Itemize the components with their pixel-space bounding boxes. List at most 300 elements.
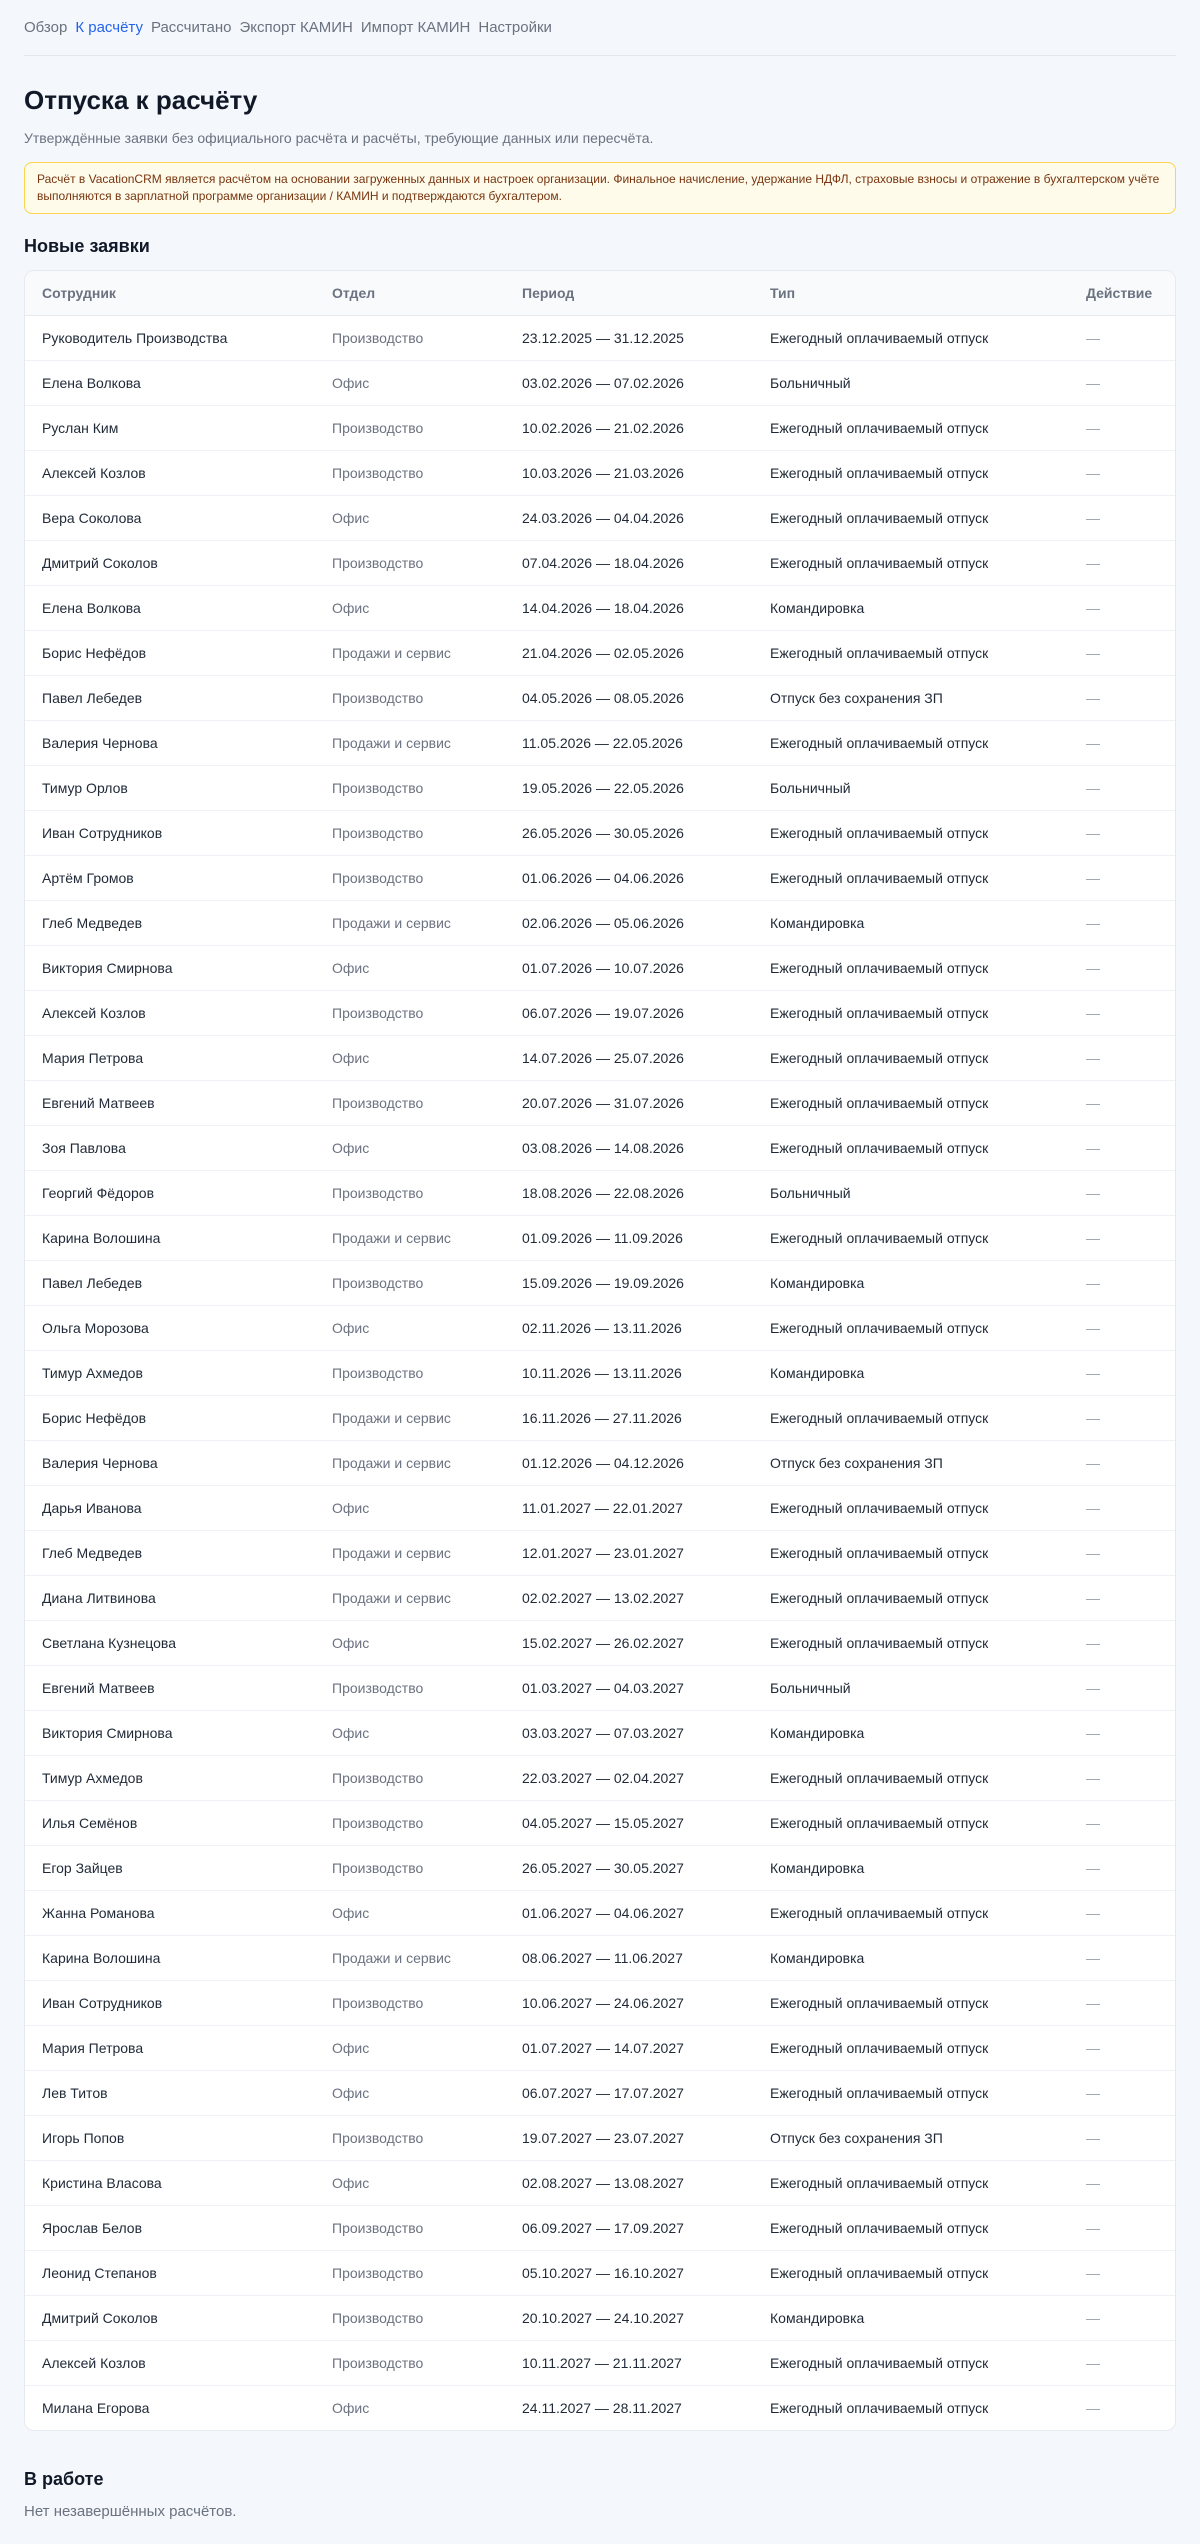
table-row — [25, 1710, 1175, 1755]
cell-type: Командировка — [753, 1935, 1069, 1980]
cell-period: 01.03.2027 — 04.03.2027 — [505, 1665, 753, 1710]
cell-action: — — [1069, 2250, 1175, 2295]
cell-employee: Георгий Фёдоров — [25, 1170, 315, 1215]
cell-action: — — [1069, 1305, 1175, 1350]
cell-type: Ежегодный оплачиваемый отпуск — [753, 1620, 1069, 1665]
cell-department: Производство — [315, 855, 505, 900]
cell-employee: Елена Волкова — [25, 360, 315, 405]
cell-action: — — [1069, 1440, 1175, 1485]
cell-department: Продажи и сервис — [315, 1395, 505, 1440]
top-nav — [24, 0, 1176, 56]
cell-employee: Борис Нефёдов — [25, 1395, 315, 1440]
cell-period: 10.03.2026 — 21.03.2026 — [505, 450, 753, 495]
cell-action: — — [1069, 585, 1175, 630]
cell-department: Производство — [315, 810, 505, 855]
cell-department: Производство — [315, 315, 505, 360]
column-header-employee: Сотрудник — [25, 271, 315, 315]
cell-action: — — [1069, 1710, 1175, 1755]
table-row — [25, 1260, 1175, 1305]
cell-period: 03.02.2026 — 07.02.2026 — [505, 360, 753, 405]
cell-action: — — [1069, 540, 1175, 585]
cell-employee: Павел Лебедев — [25, 1260, 315, 1305]
cell-department: Продажи и сервис — [315, 1440, 505, 1485]
cell-period: 10.11.2027 — 21.11.2027 — [505, 2340, 753, 2385]
cell-period: 10.11.2026 — 13.11.2026 — [505, 1350, 753, 1395]
cell-type: Командировка — [753, 1260, 1069, 1305]
cell-department: Продажи и сервис — [315, 1530, 505, 1575]
cell-action: — — [1069, 855, 1175, 900]
cell-employee: Мария Петрова — [25, 1035, 315, 1080]
cell-action: — — [1069, 720, 1175, 765]
cell-employee: Евгений Матвеев — [25, 1665, 315, 1710]
cell-type: Ежегодный оплачиваемый отпуск — [753, 1080, 1069, 1125]
cell-department: Продажи и сервис — [315, 1215, 505, 1260]
calculation-notice: Расчёт в VacationCRM является расчётом на основании загруженных данных и настроек организации. Финальное начисление, удержание НДФЛ, страховые взносы и отражение в бухгалтерском учёте выполняются в зарплатной программе организации / КАМИН и подтверждаются бухгалтером. — [24, 162, 1176, 214]
cell-action: — — [1069, 1170, 1175, 1215]
cell-department: Производство — [315, 1845, 505, 1890]
cell-period: 06.09.2027 — 17.09.2027 — [505, 2205, 753, 2250]
cell-type: Ежегодный оплачиваемый отпуск — [753, 1890, 1069, 1935]
cell-department: Офис — [315, 945, 505, 990]
new-requests-table-card — [24, 270, 1176, 2431]
cell-type: Ежегодный оплачиваемый отпуск — [753, 2250, 1069, 2295]
cell-action: — — [1069, 1980, 1175, 2025]
cell-type: Ежегодный оплачиваемый отпуск — [753, 540, 1069, 585]
cell-type: Отпуск без сохранения ЗП — [753, 1440, 1069, 1485]
column-header-type: Тип — [753, 271, 1069, 315]
table-row — [25, 315, 1175, 360]
cell-type: Ежегодный оплачиваемый отпуск — [753, 1755, 1069, 1800]
cell-department: Производство — [315, 2250, 505, 2295]
cell-action: — — [1069, 2115, 1175, 2160]
new-requests-table — [25, 271, 1175, 2430]
table-row — [25, 1350, 1175, 1395]
cell-action: — — [1069, 1890, 1175, 1935]
cell-type: Ежегодный оплачиваемый отпуск — [753, 630, 1069, 675]
nav-overview[interactable]: Обзор — [24, 19, 68, 36]
table-row — [25, 1215, 1175, 1260]
cell-type: Больничный — [753, 1665, 1069, 1710]
cell-department: Офис — [315, 360, 505, 405]
cell-action: — — [1069, 2295, 1175, 2340]
table-row — [25, 2250, 1175, 2295]
cell-action: — — [1069, 1755, 1175, 1800]
cell-type: Командировка — [753, 1350, 1069, 1395]
cell-department: Офис — [315, 495, 505, 540]
cell-type: Ежегодный оплачиваемый отпуск — [753, 1125, 1069, 1170]
table-row — [25, 1395, 1175, 1440]
table-row — [25, 1845, 1175, 1890]
cell-action: — — [1069, 1485, 1175, 1530]
cell-department: Офис — [315, 1305, 505, 1350]
cell-action: — — [1069, 1800, 1175, 1845]
cell-department: Офис — [315, 1890, 505, 1935]
table-row — [25, 1755, 1175, 1800]
cell-department: Производство — [315, 1080, 505, 1125]
cell-department: Офис — [315, 1035, 505, 1080]
table-row — [25, 2205, 1175, 2250]
page-title: Отпуска к расчёту — [24, 85, 258, 115]
cell-action: — — [1086, 2399, 1100, 2416]
cell-employee: Лев Титов — [25, 2070, 315, 2115]
table-row — [25, 2385, 1175, 2430]
table-row — [25, 855, 1175, 900]
table-row — [25, 900, 1175, 945]
table-row — [25, 1935, 1175, 1980]
cell-department: Продажи и сервис — [315, 630, 505, 675]
cell-employee: Диана Литвинова — [25, 1575, 315, 1620]
cell-employee: Мария Петрова — [25, 2025, 315, 2070]
cell-type: Ежегодный оплачиваемый отпуск — [753, 2070, 1069, 2115]
cell-period: 07.04.2026 — 18.04.2026 — [505, 540, 753, 585]
cell-employee: Руслан Ким — [25, 405, 315, 450]
table-row — [25, 1170, 1175, 1215]
cell-action: — — [1069, 810, 1175, 855]
table-row — [25, 2070, 1175, 2115]
cell-employee: Виктория Смирнова — [25, 945, 315, 990]
cell-action: — — [1069, 2340, 1175, 2385]
table-row — [25, 2160, 1175, 2205]
cell-action: — — [1069, 1845, 1175, 1890]
cell-period: 26.05.2027 — 30.05.2027 — [505, 1845, 753, 1890]
cell-action: — — [1069, 630, 1175, 675]
cell-period: 23.12.2025 — 31.12.2025 — [505, 315, 753, 360]
cell-department: Производство — [315, 2205, 505, 2250]
cell-type: Ежегодный оплачиваемый отпуск — [753, 1215, 1069, 1260]
cell-employee: Дмитрий Соколов — [25, 2295, 315, 2340]
cell-department: Офис — [315, 2070, 505, 2115]
table-row — [25, 810, 1175, 855]
table-row — [25, 495, 1175, 540]
cell-type: Ежегодный оплачиваемый отпуск — [753, 945, 1069, 990]
cell-period: 15.02.2027 — 26.02.2027 — [505, 1620, 753, 1665]
cell-employee: Ольга Морозова — [25, 1305, 315, 1350]
cell-action: — — [1069, 1080, 1175, 1125]
cell-period: 22.03.2027 — 02.04.2027 — [505, 1755, 753, 1800]
cell-type: Ежегодный оплачиваемый отпуск — [753, 1485, 1069, 1530]
cell-type: Ежегодный оплачиваемый отпуск — [753, 2025, 1069, 2070]
table-row — [25, 1125, 1175, 1170]
cell-department: Производство — [315, 450, 505, 495]
cell-department: Продажи и сервис — [315, 1935, 505, 1980]
cell-period: 03.08.2026 — 14.08.2026 — [505, 1125, 753, 1170]
cell-action: — — [1069, 1035, 1175, 1080]
cell-action: — — [1069, 450, 1175, 495]
cell-period: 11.05.2026 — 22.05.2026 — [505, 720, 753, 765]
cell-department: Офис — [315, 1485, 505, 1530]
cell-period: 14.04.2026 — 18.04.2026 — [505, 585, 753, 630]
cell-period: 21.04.2026 — 02.05.2026 — [505, 630, 753, 675]
cell-type: Командировка — [753, 1710, 1069, 1755]
column-header-action: Действие — [1069, 271, 1175, 315]
cell-type: Ежегодный оплачиваемый отпуск — [753, 810, 1069, 855]
table-row — [25, 540, 1175, 585]
cell-department: Производство — [315, 1755, 505, 1800]
cell-employee: Светлана Кузнецова — [25, 1620, 315, 1665]
cell-department: Производство — [315, 1260, 505, 1305]
cell-type: Отпуск без сохранения ЗП — [753, 675, 1069, 720]
nav-to-calculate[interactable]: К расчёту — [75, 19, 143, 36]
cell-action: — — [1069, 360, 1175, 405]
cell-action: — — [1069, 1395, 1175, 1440]
cell-employee: Илья Семёнов — [25, 1800, 315, 1845]
cell-action: — — [1069, 1575, 1175, 1620]
nav-calculated[interactable]: Рассчитано — [150, 19, 232, 36]
cell-employee: Дмитрий Соколов — [25, 540, 315, 585]
cell-period: 15.09.2026 — 19.09.2026 — [505, 1260, 753, 1305]
cell-department: Производство — [315, 1800, 505, 1845]
cell-period: 03.03.2027 — 07.03.2027 — [505, 1710, 753, 1755]
cell-action: — — [1069, 765, 1175, 810]
table-row — [25, 630, 1175, 675]
cell-action: — — [1069, 1620, 1175, 1665]
cell-department: Офис — [315, 1620, 505, 1665]
in-progress-title: В работе — [24, 2469, 104, 2489]
cell-employee: Глеб Медведев — [25, 1530, 315, 1575]
cell-period: 16.11.2026 — 27.11.2026 — [505, 1395, 753, 1440]
cell-type: Ежегодный оплачиваемый отпуск — [753, 2205, 1069, 2250]
cell-action: — — [1069, 990, 1175, 1035]
cell-type: Отпуск без сохранения ЗП — [753, 2115, 1069, 2160]
cell-department: Офис — [315, 585, 505, 630]
cell-department: Производство — [315, 2115, 505, 2160]
cell-period: 04.05.2026 — 08.05.2026 — [505, 675, 753, 720]
cell-action: — — [1069, 1935, 1175, 1980]
cell-action: — — [1069, 945, 1175, 990]
cell-type: Ежегодный оплачиваемый отпуск — [753, 990, 1069, 1035]
cell-employee: Валерия Чернова — [25, 720, 315, 765]
cell-period: 01.06.2027 — 04.06.2027 — [505, 1890, 753, 1935]
cell-period: 11.01.2027 — 22.01.2027 — [505, 1485, 753, 1530]
cell-employee: Зоя Павлова — [25, 1125, 315, 1170]
cell-department: Продажи и сервис — [315, 900, 505, 945]
cell-action: — — [1069, 2070, 1175, 2115]
table-body — [25, 315, 1175, 2430]
cell-employee: Валерия Чернова — [25, 1440, 315, 1485]
cell-period: 02.11.2026 — 13.11.2026 — [505, 1305, 753, 1350]
column-header-department: Отдел — [315, 271, 505, 315]
in-progress-empty-text: Нет незавершённых расчётов. — [24, 2503, 237, 2520]
table-row — [25, 360, 1175, 405]
cell-employee: Ярослав Белов — [25, 2205, 315, 2250]
cell-department: Продажи и сервис — [315, 720, 505, 765]
cell-action: — — [1069, 675, 1175, 720]
cell-employee: Карина Волошина — [25, 1215, 315, 1260]
cell-type: Ежегодный оплачиваемый отпуск — [753, 315, 1069, 360]
cell-employee: Кристина Власова — [25, 2160, 315, 2205]
cell-type: Ежегодный оплачиваемый отпуск — [770, 2399, 989, 2416]
cell-type: Ежегодный оплачиваемый отпуск — [753, 1530, 1069, 1575]
cell-employee: Иван Сотрудников — [25, 1980, 315, 2025]
cell-type: Больничный — [753, 360, 1069, 405]
table-row — [25, 2025, 1175, 2070]
cell-type: Командировка — [753, 1845, 1069, 1890]
cell-employee: Артём Громов — [25, 855, 315, 900]
cell-action: — — [1069, 315, 1175, 360]
table-row — [25, 1485, 1175, 1530]
cell-type: Ежегодный оплачиваемый отпуск — [753, 1305, 1069, 1350]
cell-employee: Вера Соколова — [25, 495, 315, 540]
table-row — [25, 1980, 1175, 2025]
cell-employee: Иван Сотрудников — [25, 810, 315, 855]
cell-department: Производство — [315, 1665, 505, 1710]
table-row — [25, 1305, 1175, 1350]
cell-employee: Павел Лебедев — [25, 675, 315, 720]
cell-action: — — [1069, 1350, 1175, 1395]
cell-action: — — [1069, 405, 1175, 450]
cell-period: 19.07.2027 — 23.07.2027 — [505, 2115, 753, 2160]
cell-department: Офис — [315, 2025, 505, 2070]
cell-period: 04.05.2027 — 15.05.2027 — [505, 1800, 753, 1845]
cell-type: Ежегодный оплачиваемый отпуск — [753, 720, 1069, 765]
table-row — [25, 2295, 1175, 2340]
cell-period: 02.02.2027 — 13.02.2027 — [505, 1575, 753, 1620]
cell-department: Продажи и сервис — [315, 1575, 505, 1620]
cell-type: Ежегодный оплачиваемый отпуск — [753, 2160, 1069, 2205]
cell-employee: Алексей Козлов — [25, 450, 315, 495]
table-row — [25, 1665, 1175, 1710]
table-row — [25, 405, 1175, 450]
cell-employee: Леонид Степанов — [25, 2250, 315, 2295]
table-row — [25, 720, 1175, 765]
cell-employee: Тимур Ахмедов — [25, 1755, 315, 1800]
table-row — [25, 2340, 1175, 2385]
cell-department: Производство — [315, 990, 505, 1035]
cell-action: — — [1069, 1215, 1175, 1260]
table-row — [25, 765, 1175, 810]
cell-department: Производство — [315, 1170, 505, 1215]
cell-action: — — [1069, 1665, 1175, 1710]
cell-type: Ежегодный оплачиваемый отпуск — [753, 1395, 1069, 1440]
cell-period: 06.07.2027 — 17.07.2027 — [505, 2070, 753, 2115]
cell-department: Офис — [315, 2160, 505, 2205]
page-subtitle: Утверждённые заявки без официального расчёта и расчёты, требующие данных или пересчёта. — [24, 130, 654, 146]
cell-employee: Глеб Медведев — [25, 900, 315, 945]
cell-department: Офис — [332, 2399, 370, 2416]
cell-type: Командировка — [753, 585, 1069, 630]
cell-employee: Жанна Романова — [25, 1890, 315, 1935]
cell-department: Производство — [315, 1980, 505, 2025]
cell-type: Больничный — [753, 1170, 1069, 1215]
nav-export-kamin[interactable]: Экспорт КАМИН — [239, 19, 353, 36]
cell-period: 05.10.2027 — 16.10.2027 — [505, 2250, 753, 2295]
cell-period: 24.11.2027 — 28.11.2027 — [522, 2399, 682, 2416]
cell-action: — — [1069, 495, 1175, 540]
cell-period: 08.06.2027 — 11.06.2027 — [505, 1935, 753, 1980]
cell-employee: Карина Волошина — [25, 1935, 315, 1980]
cell-type: Ежегодный оплачиваемый отпуск — [753, 855, 1069, 900]
cell-type: Ежегодный оплачиваемый отпуск — [753, 1800, 1069, 1845]
cell-employee: Борис Нефёдов — [25, 630, 315, 675]
table-row — [25, 1035, 1175, 1080]
cell-period: 14.07.2026 — 25.07.2026 — [505, 1035, 753, 1080]
cell-type: Ежегодный оплачиваемый отпуск — [753, 1980, 1069, 2025]
cell-employee: Тимур Ахмедов — [25, 1350, 315, 1395]
cell-employee: Елена Волкова — [25, 585, 315, 630]
cell-period: 06.07.2026 — 19.07.2026 — [505, 990, 753, 1035]
cell-period: 01.12.2026 — 04.12.2026 — [505, 1440, 753, 1485]
table-row — [25, 585, 1175, 630]
table-row — [25, 990, 1175, 1035]
cell-type: Командировка — [753, 2295, 1069, 2340]
table-row — [25, 1800, 1175, 1845]
cell-department: Производство — [315, 1350, 505, 1395]
cell-employee: Виктория Смирнова — [25, 1710, 315, 1755]
cell-employee: Егор Зайцев — [25, 1845, 315, 1890]
column-header-period: Период — [505, 271, 753, 315]
cell-department: Производство — [315, 540, 505, 585]
cell-period: 02.06.2026 — 05.06.2026 — [505, 900, 753, 945]
cell-employee: Алексей Козлов — [25, 990, 315, 1035]
table-row — [25, 450, 1175, 495]
cell-period: 20.10.2027 — 24.10.2027 — [505, 2295, 753, 2340]
cell-employee: Игорь Попов — [25, 2115, 315, 2160]
cell-action: — — [1069, 2160, 1175, 2205]
nav-import-kamin[interactable]: Импорт КАМИН — [360, 19, 471, 36]
cell-period: 01.06.2026 — 04.06.2026 — [505, 855, 753, 900]
table-row — [25, 945, 1175, 990]
table-row — [25, 1575, 1175, 1620]
cell-period: 10.02.2026 — 21.02.2026 — [505, 405, 753, 450]
cell-employee: Милана Егорова — [42, 2399, 150, 2416]
cell-department: Офис — [315, 1125, 505, 1170]
cell-department: Офис — [315, 1710, 505, 1755]
table-row — [25, 1620, 1175, 1665]
cell-action: — — [1069, 900, 1175, 945]
nav-settings[interactable]: Настройки — [478, 19, 552, 36]
cell-type: Ежегодный оплачиваемый отпуск — [753, 450, 1069, 495]
cell-type: Ежегодный оплачиваемый отпуск — [753, 495, 1069, 540]
cell-type: Ежегодный оплачиваемый отпуск — [753, 405, 1069, 450]
cell-action: — — [1069, 1530, 1175, 1575]
new-requests-title: Новые заявки — [24, 236, 150, 256]
cell-period: 01.09.2026 — 11.09.2026 — [505, 1215, 753, 1260]
cell-type: Ежегодный оплачиваемый отпуск — [753, 2340, 1069, 2385]
cell-department: Производство — [315, 2295, 505, 2340]
cell-employee: Тимур Орлов — [25, 765, 315, 810]
cell-action: — — [1069, 2205, 1175, 2250]
cell-employee: Евгений Матвеев — [25, 1080, 315, 1125]
cell-period: 01.07.2027 — 14.07.2027 — [505, 2025, 753, 2070]
cell-department: Производство — [315, 675, 505, 720]
cell-employee: Дарья Иванова — [25, 1485, 315, 1530]
cell-period: 26.05.2026 — 30.05.2026 — [505, 810, 753, 855]
cell-action: — — [1069, 1260, 1175, 1305]
cell-type: Больничный — [753, 765, 1069, 810]
table-header — [25, 271, 1175, 315]
cell-period: 20.07.2026 — 31.07.2026 — [505, 1080, 753, 1125]
cell-type: Ежегодный оплачиваемый отпуск — [753, 1035, 1069, 1080]
cell-period: 02.08.2027 — 13.08.2027 — [505, 2160, 753, 2205]
cell-period: 19.05.2026 — 22.05.2026 — [505, 765, 753, 810]
cell-type: Ежегодный оплачиваемый отпуск — [753, 1575, 1069, 1620]
table-row — [25, 675, 1175, 720]
cell-action: — — [1069, 1125, 1175, 1170]
cell-period: 10.06.2027 — 24.06.2027 — [505, 1980, 753, 2025]
table-row — [25, 1440, 1175, 1485]
cell-period: 01.07.2026 — 10.07.2026 — [505, 945, 753, 990]
table-row — [25, 1530, 1175, 1575]
cell-department: Производство — [315, 2340, 505, 2385]
table-row — [25, 2115, 1175, 2160]
cell-department: Производство — [315, 405, 505, 450]
table-row — [25, 1080, 1175, 1125]
cell-action: — — [1069, 2025, 1175, 2070]
cell-department: Производство — [315, 765, 505, 810]
table-row — [25, 1890, 1175, 1935]
cell-period: 12.01.2027 — 23.01.2027 — [505, 1530, 753, 1575]
cell-employee: Руководитель Производства — [25, 315, 315, 360]
